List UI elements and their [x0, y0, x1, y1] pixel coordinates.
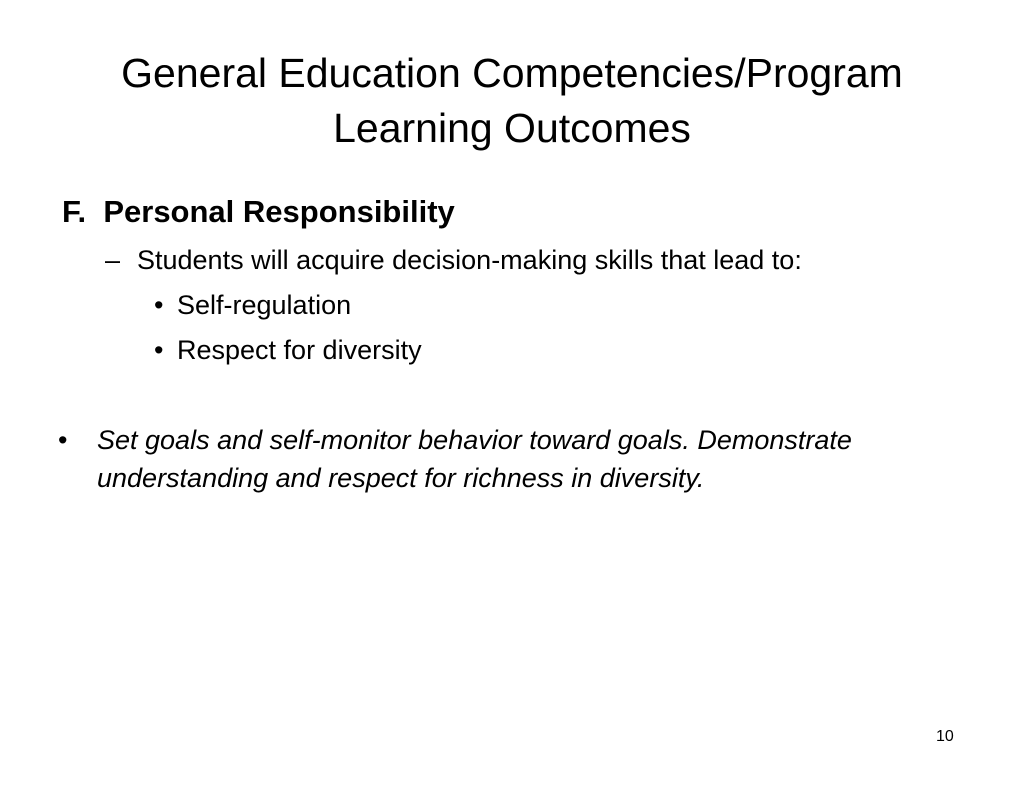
- list-item-text: Respect for diversity: [177, 335, 422, 365]
- list-item: [154, 333, 422, 367]
- bullet-marker: •: [154, 290, 164, 320]
- bullet-marker: •: [154, 335, 164, 365]
- sub-item-text: Students will acquire decision-making skills that lead to:: [137, 245, 802, 275]
- page-number: 10: [936, 728, 954, 745]
- note-bullet: [58, 421, 938, 497]
- list-item-text: Self-regulation: [177, 290, 352, 320]
- slide-title: [40, 46, 984, 156]
- section-heading: F. Personal Responsibility: [62, 194, 455, 229]
- slide-title-line-2: Learning Outcomes: [333, 105, 691, 151]
- list-item: [154, 288, 351, 322]
- note-text: Set goals and self-monitor behavior toward goals. Demonstrate understanding and respect for richness in diversity.: [97, 425, 852, 493]
- sub-item: [105, 243, 802, 277]
- slide-title-line-1: General Education Competencies/Program: [121, 50, 903, 96]
- dash-marker: –: [105, 245, 121, 275]
- bullet-marker: •: [58, 425, 68, 455]
